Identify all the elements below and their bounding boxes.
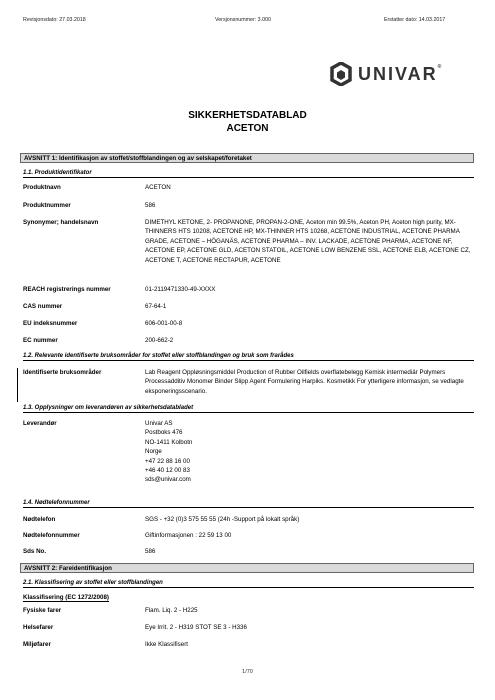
emergency-value: SGS - +32 (0)3 575 55 55 (24h -Support på lokalt språk): [145, 516, 300, 523]
reach-label: REACH registrerings nummer: [23, 286, 111, 293]
subsection-2-1-heading: 2.1. Klassifisering av stoffet eller stoffblandingen: [23, 580, 474, 588]
revision-bar: [17, 368, 18, 402]
supplier-email: sds@univar.com: [145, 476, 191, 484]
environmental-hazards-value: Ikke Klassifisert: [145, 641, 188, 648]
synonyms-value: DIMETHYL KETONE, 2- PROPANONE, PROPAN-2-ONE, Aceton min 99.5%, Aceton PH, Aceton high purity, MX-THINNERS HTS 10208, ACETONE HP, MX-THINNER HTS 10268, ACETONE INDUSTRIAL, ACETONE PHARMA GRADE, ACETONE – HÖGANÄS, ACETONE PHARMA – INV. LACKADE, ACETONE PHARMA, ACETONE NF, ACETONE EP, ACETONE GLD, ACETON STATOIL, ACETONE LOW BENZENE SSL, ACETONE ELB, ACETONE CZ, ACETONE T, ACETONE RECTAPUR, ACETONE: [145, 219, 471, 264]
emergency-label: Nødtelefon: [23, 516, 56, 523]
emergency-number-label: Nødtelefonnummer: [23, 532, 80, 539]
document-title: SIKKERHETSDATABLAD: [188, 110, 307, 121]
eu-index-value: 606-001-00-8: [145, 320, 183, 327]
supplier-label: Leverandør: [23, 420, 57, 427]
supplier-line: +46 40 12 00 83: [145, 467, 190, 475]
supplier-address: [145, 419, 475, 485]
health-hazards-value: Eye Irrit. 2 - H319 STOT SE 3 - H336: [145, 624, 247, 631]
physical-hazards-label: Fysiske farer: [23, 607, 62, 614]
classification-label: Klassifisering (EC 1272/2008): [23, 594, 109, 601]
sds-number-value: 586: [145, 548, 156, 555]
logo-wordmark: UNIVAR®: [358, 63, 444, 84]
supplier-line: +47 22 88 16 00: [145, 457, 190, 465]
uses-value: Lab Reagent Oppløsningsmiddel Production of Rubber Oilfields overflatebelegg Kemisk intermediär Polymers Processadditiv Monomer Binder Slipp Agent Formulering Harpiks. Kosmetikk For ytterligere informasjon, se vedlagte eksponeringsscenario.: [145, 369, 464, 395]
revision-date: Revisjonsdato: 27.03.2018: [23, 17, 86, 23]
physical-hazards-value: Flam. Liq. 2 - H225: [145, 607, 198, 614]
product-number-label: Produktnummer: [23, 202, 71, 209]
cas-label: CAS nummer: [23, 303, 63, 310]
subsection-1-2-heading: 1.2. Relevante identifiserte bruksområder for stoffet eller stoffblandingen og bruk som frarådes: [23, 353, 474, 361]
reach-value: 01-2119471330-49-XXXX: [145, 286, 216, 293]
subsection-1-1-heading: 1.1. Produktidentifikator: [23, 170, 474, 178]
subsection-1-3-heading: 1.3. Opplysninger om leverandøren av sikkerhetsdatabladet: [23, 405, 474, 413]
univar-logo: [330, 62, 443, 86]
ec-number-value: 200-662-2: [145, 337, 174, 344]
section-2-heading: AVSNITT 2: Fareidentifikasjon: [20, 563, 474, 573]
product-number-value: 586: [145, 202, 156, 209]
emergency-number-value: Giftinformasjonen : 22 59 13 00: [145, 532, 232, 539]
supplier-line: Norge: [145, 448, 162, 456]
health-hazards-label: Helsefarer: [23, 624, 54, 631]
supplier-line: Univar AS: [145, 420, 173, 427]
product-name-value: ACETON: [145, 184, 171, 191]
univar-hex-icon: [330, 62, 352, 86]
sds-number-label: Sds No.: [23, 548, 47, 555]
environmental-hazards-label: Miljøfarer: [23, 641, 51, 648]
product-title: ACETON: [226, 123, 269, 134]
ec-number-label: EC nummer: [23, 337, 58, 344]
replaces-date: Erstatter dato: 14.03.2017: [384, 17, 446, 23]
page-number: 1/70: [242, 669, 253, 675]
section-1-heading: AVSNITT 1: Identifikasjon av stoffet/stoffblandingen og av selskapet/foretaket: [20, 153, 474, 163]
subsection-1-4-heading: 1.4. Nødtelefonnummer: [23, 500, 474, 508]
supplier-line: NO-1411 Kolbotn: [145, 438, 193, 446]
synonyms-label: Synonymer; handelsnavn: [23, 219, 99, 226]
product-name-label: Produktnavn: [23, 184, 61, 191]
eu-index-label: EU indeksnummer: [23, 320, 78, 327]
uses-label: Identifiserte bruksområder: [23, 369, 102, 376]
cas-value: 67-64-1: [145, 303, 167, 310]
version-number: Versjonsnummer: 3.000: [215, 17, 271, 23]
supplier-line: Postboks 476: [145, 429, 183, 437]
